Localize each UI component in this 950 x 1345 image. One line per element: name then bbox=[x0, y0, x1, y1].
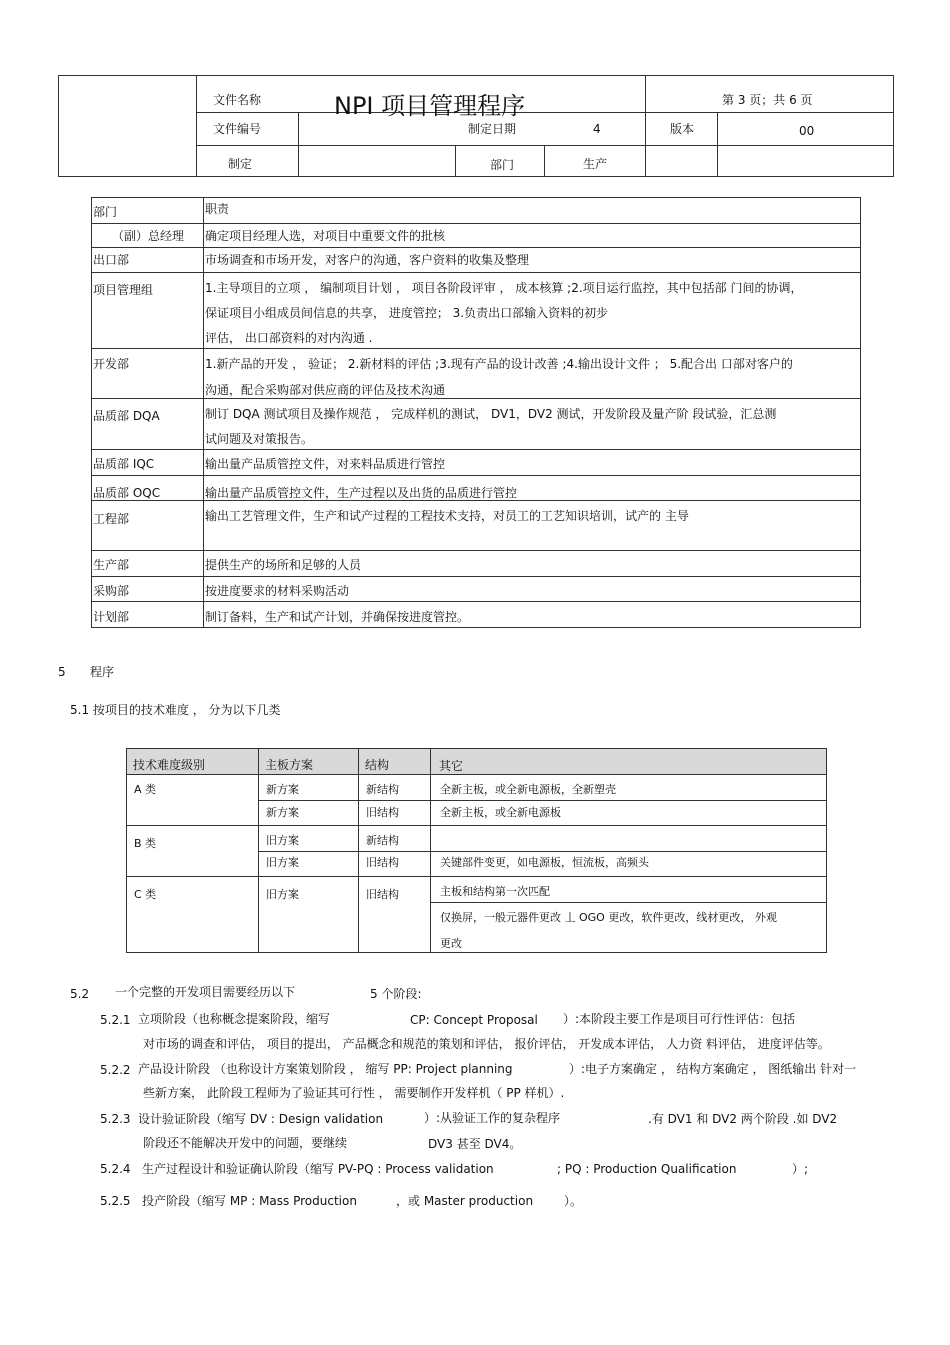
s52-number: 5.2 bbox=[70, 987, 90, 1001]
duty-line: 按进度要求的材料采购活动 bbox=[205, 584, 350, 598]
tech-header-bg bbox=[127, 749, 826, 774]
duty-line: 输出工艺管理文件，生产和试产过程的工程技术支持，对员工的工艺知识培训，试产的 主导 bbox=[205, 509, 689, 523]
tech-cell: 主板和结构第一次匹配 bbox=[440, 885, 550, 898]
duty-line: 沟通，配合采购部对供应商的评估及技术沟通 bbox=[205, 383, 446, 397]
duty-line: 输出量产品质管控文件，对来料品质进行管控 bbox=[205, 457, 446, 471]
dept-cell: 采购部 bbox=[93, 584, 130, 598]
made-label: 制定 bbox=[228, 157, 253, 171]
stage-text-line2: 阶段还不能解决开发中的问题，要继续 bbox=[143, 1136, 348, 1150]
tech-head-structure: 结构 bbox=[365, 758, 390, 772]
duty-line: 制订备料，生产和试产计划，并确保按进度管控。 bbox=[205, 610, 470, 624]
doc-no-label: 文件编号 bbox=[213, 122, 262, 136]
dept-cell: 项目管理组 bbox=[93, 283, 154, 297]
section-number: 5 bbox=[58, 665, 66, 679]
dept-cell: 品质部 DQA bbox=[93, 409, 160, 423]
page-title: NPI 项目管理程序 bbox=[334, 92, 526, 120]
stage-text: ，或 Master production bbox=[396, 1194, 534, 1208]
dept-cell: 生产部 bbox=[93, 558, 130, 572]
tech-cell: 关键部件变更，如电源板，恒流板，高频头 bbox=[440, 856, 649, 869]
tech-cell-line: 更改 bbox=[440, 937, 462, 950]
stage-text: ）; bbox=[792, 1162, 809, 1176]
duty-line: 保证项目小组成员间信息的共享， 进度管控； 3.负责出口部输入资料的初步 bbox=[205, 306, 609, 320]
stage-text: 设计验证阶段（缩写 DV : Design validation bbox=[138, 1112, 384, 1126]
tech-cell: 旧结构 bbox=[366, 888, 399, 901]
date-value: 4 bbox=[593, 122, 601, 136]
duty-line: 提供生产的场所和足够的人员 bbox=[205, 558, 362, 572]
tech-cell: 旧方案 bbox=[266, 834, 299, 847]
dept-cell: 品质部 IQC bbox=[93, 457, 155, 471]
duty-line: 输出量产品质管控文件，生产过程以及出货的品质进行管控 bbox=[205, 486, 518, 500]
tech-cell-line: 仅换屏，一般元器件更改 丄 OGO 更改，软件更改，线材更改， 外观 bbox=[440, 911, 777, 924]
dept-cell: 计划部 bbox=[93, 610, 130, 624]
stage-number: 5.2.2 bbox=[100, 1063, 131, 1077]
tech-cell: 旧方案 bbox=[266, 888, 299, 901]
dept-label: 部门 bbox=[490, 158, 515, 172]
dept-cell: （副）总经理 bbox=[112, 229, 185, 243]
stage-text: 产品设计阶段 （也称设计方案策划阶段 ， 缩写 PP: Project planning bbox=[138, 1062, 513, 1076]
stage-number: 5.2.1 bbox=[100, 1013, 131, 1027]
stage-text-line2: 些新方案， 此阶段工程师为了验证其可行性 ， 需要制作开发样机（ PP 样机）. bbox=[143, 1086, 565, 1100]
tech-cell: 全新主板，或全新电源板 bbox=[440, 806, 561, 819]
page-info: 第 3 页；共 6 页 bbox=[722, 93, 813, 107]
stage-number: 5.2.4 bbox=[100, 1162, 131, 1176]
tech-cell: 新方案 bbox=[266, 783, 299, 796]
dept-cell: 工程部 bbox=[93, 512, 130, 526]
stage-text: ）:从验证工作的复杂程序 bbox=[424, 1111, 561, 1125]
tech-cell: 新结构 bbox=[366, 783, 399, 796]
duties-head-duty: 职责 bbox=[205, 202, 230, 216]
stage-text: .有 DV1 和 DV2 两个阶段 .如 DV2 bbox=[648, 1112, 838, 1126]
tech-head-other: 其它 bbox=[439, 759, 464, 773]
duty-line: 确定项目经理人选，对项目中重要文件的批核 bbox=[205, 229, 446, 243]
tech-head-level: 技术难度级别 bbox=[133, 758, 206, 772]
duty-line: 制订 DQA 测试项目及操作规范 ， 完成样机的测试， DV1，DV2 测试，开发阶段及量产阶 段试验，汇总测 bbox=[205, 407, 777, 421]
tech-cell: 旧结构 bbox=[366, 806, 399, 819]
section-title: 程序 bbox=[90, 665, 115, 679]
doc-name-label: 文件名称 bbox=[213, 93, 262, 107]
duties-head-dept: 部门 bbox=[93, 205, 118, 219]
dept-cell: 品质部 OQC bbox=[93, 486, 161, 500]
stage-text-line2: 对市场的调查和评估， 项目的提出， 产品概念和规范的策划和评估， 报价评估， 开发成本评估， 人力资 料评估， 进度评估等。 bbox=[143, 1037, 830, 1051]
level-b: B 类 bbox=[134, 837, 157, 850]
version-value: 00 bbox=[799, 124, 815, 138]
stage-text: ）。 bbox=[564, 1194, 583, 1208]
dept-value: 生产 bbox=[583, 157, 608, 171]
date-label: 制定日期 bbox=[468, 122, 517, 136]
stage-number: 5.2.5 bbox=[100, 1194, 131, 1208]
level-c: C 类 bbox=[134, 888, 157, 901]
stage-text-line2: DV3 甚至 DV4。 bbox=[428, 1137, 522, 1151]
stage-text: 生产过程设计和验证确认阶段（缩写 PV-PQ : Process validation bbox=[142, 1162, 494, 1176]
duty-line: 评估， 出口部资料的对内沟通 . bbox=[205, 331, 373, 345]
s52-count: 5 个阶段: bbox=[370, 987, 422, 1001]
dept-cell: 开发部 bbox=[93, 357, 130, 371]
duty-line: 市场调查和市场开发，对客户的沟通，客户资料的收集及整理 bbox=[205, 253, 530, 267]
subsection-5-1: 5.1 按项目的技术难度 ， 分为以下几类 bbox=[70, 703, 281, 717]
tech-cell: 新方案 bbox=[266, 806, 299, 819]
tech-cell: 全新主板，或全新电源板，全新塑壳 bbox=[440, 783, 616, 796]
tech-head-board: 主板方案 bbox=[265, 758, 314, 772]
tech-cell: 旧结构 bbox=[366, 856, 399, 869]
level-a: A 类 bbox=[134, 783, 157, 796]
stage-text: CP: Concept Proposal bbox=[410, 1013, 538, 1027]
stage-text: ; PQ : Production Qualification bbox=[557, 1162, 737, 1176]
dept-cell: 出口部 bbox=[93, 253, 130, 267]
stage-number: 5.2.3 bbox=[100, 1112, 131, 1126]
stage-text: 投产阶段（缩写 MP : Mass Production bbox=[142, 1194, 357, 1208]
stage-text: ）:本阶段主要工作是项目可行性评估：包括 bbox=[563, 1012, 796, 1026]
version-label: 版本 bbox=[670, 122, 695, 136]
tech-cell: 旧方案 bbox=[266, 856, 299, 869]
stage-text: ）:电子方案确定 ， 结构方案确定 ， 图纸输出 针对一 bbox=[569, 1062, 857, 1076]
duty-line: 1.主导项目的立项 ， 编制项目计划 ， 项目各阶段评审 ， 成本核算 ;2.项目运行监控，其中包括部 门间的协调， bbox=[205, 281, 803, 295]
duty-line: 1.新产品的开发 ， 验证； 2.新材料的评估 ;3.现有产品的设计改善 ;4.输出设计文件 ； 5.配合出 口部对客户的 bbox=[205, 357, 793, 371]
tech-cell: 新结构 bbox=[366, 834, 399, 847]
stage-text: 立项阶段（也称概念提案阶段，缩写 bbox=[138, 1012, 331, 1026]
duty-line: 试问题及对策报告。 bbox=[205, 432, 314, 446]
s52-text: 一个完整的开发项目需要经历以下 bbox=[115, 985, 296, 999]
